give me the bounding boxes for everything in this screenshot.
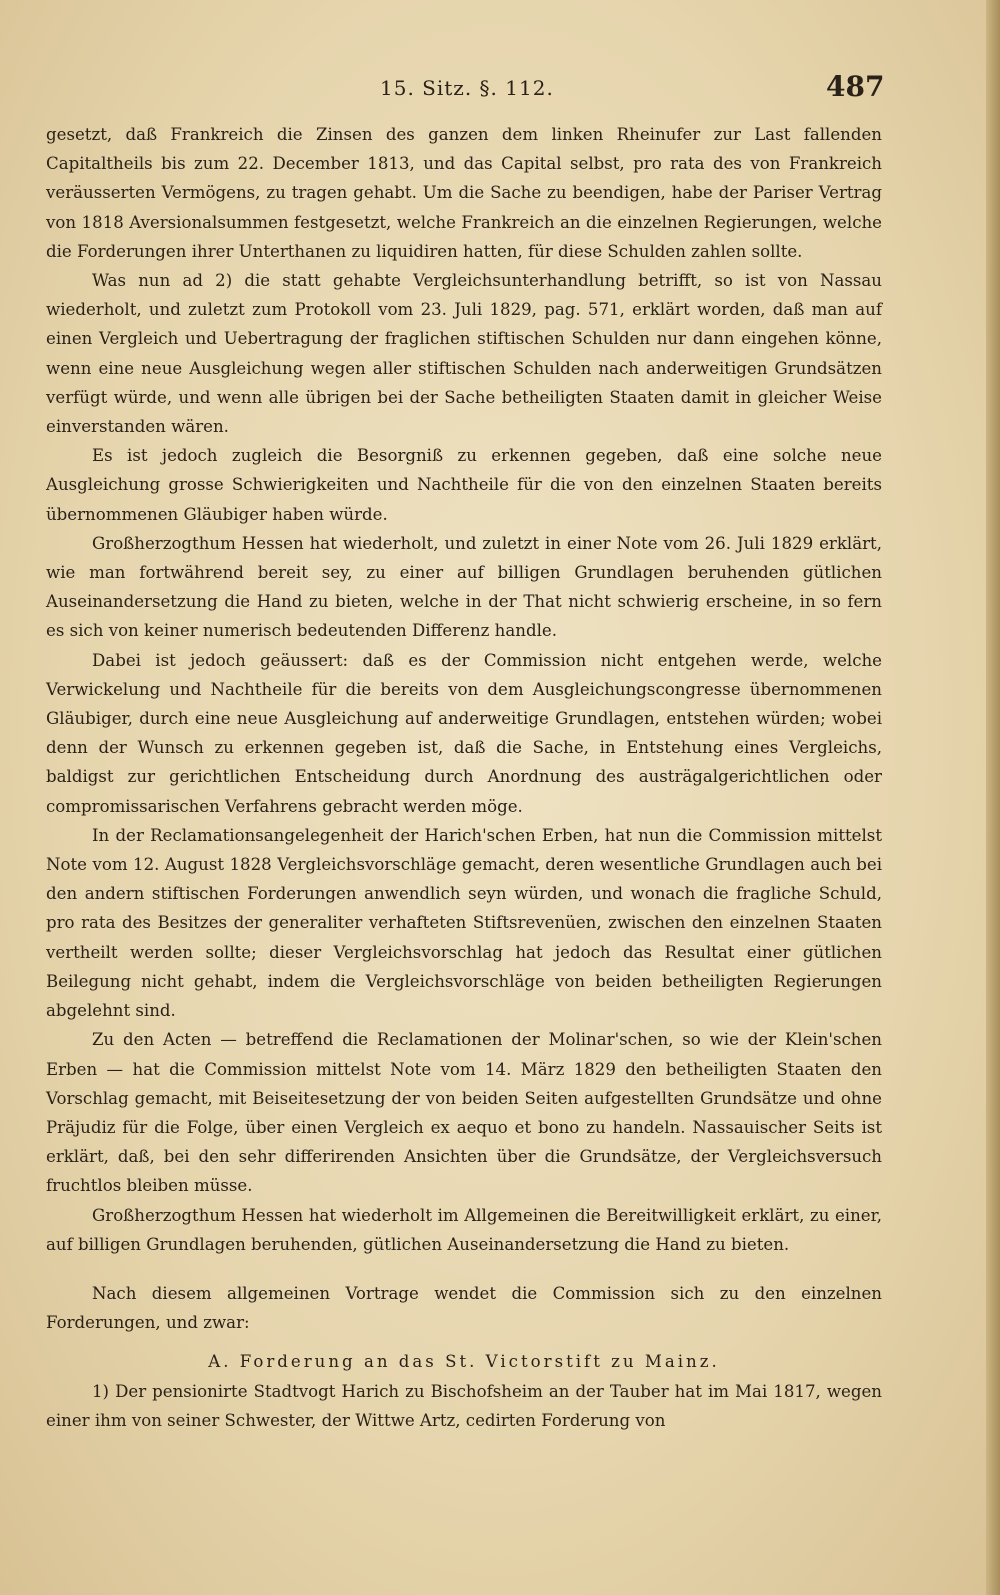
paragraph-4: Großherzogthum Hessen hat wiederholt, und zuletzt in einer Note vom 26. Juli 1829 erklärt, wie man fortwährend bereit sey, zu einer auf billigen Grundlagen beruhenden gütlichen Auseinandersetzung die Hand zu bieten, welche in der That nicht schwierig erscheine, in so fern es sich von keiner numerisch bedeutenden Differenz handle. xyxy=(46,533,882,641)
page-header xyxy=(0,70,1000,108)
page-number: 487 xyxy=(826,70,885,103)
paragraph-6: In der Reclamationsangelegenheit der Harich'schen Erben, hat nun die Commission mittelst Note vom 12. August 1828 Vergleichsvorschläge gemacht, deren wesentliche Grundlagen auch bei den andern stiftischen Forderungen anwendlich seyn würden, und wonach die fragliche Schuld, pro rata des Besitzes der generaliter verhafteten Stiftsrevenüen, zwischen den einzelnen Staaten vertheilt werden sollte; dieser Vergleichsvorschlag hat jedoch das Resultat einer gütlichen Beilegung nicht gehabt, indem die Vergleichsvorschläge von beiden betheiligten Regierungen abgelehnt sind. xyxy=(46,825,882,1021)
paragraph-9: Nach diesem allgemeinen Vortrage wendet die Commission sich zu den einzelnen Forderungen, und zwar: xyxy=(46,1283,882,1333)
paragraph-3: Es ist jedoch zugleich die Besorgniß zu erkennen gegeben, daß eine solche neue Ausgleichung grosse Schwierigkeiten und Nachtheile für die von den einzelnen Staaten bereits übernommenen Gläubiger haben würde. xyxy=(46,446,882,524)
page-body xyxy=(46,120,882,1435)
paragraph-10: 1) Der pensionirte Stadtvogt Harich zu Bischofsheim an der Tauber hat im Mai 1817, wegen einer ihm von seiner Schwester, der Wittwe Artz, cedirten Forderung von xyxy=(46,1381,882,1430)
section-heading: A. Forderung an das St. Victorstift zu Mainz. xyxy=(208,1352,720,1372)
paragraph-7: Zu den Acten — betreffend die Reclamationen der Molinar'schen, so wie der Klein'schen Erben — hat die Commission mittelst Note vom 14. März 1829 den betheiligten Staaten den Vorschlag gemacht, mit Beiseitesetzung der von beiden Seiten aufgestellten Grundsätze und ohne Präjudiz für die Folge, über einen Vergleich ex aequo et bono zu handeln. Nassauischer Seits ist erklärt, daß, bei den sehr differirenden Ansichten über die Grundsätze, der Vergleichsversuch fruchtlos bleiben müsse. xyxy=(46,1030,882,1196)
running-head: 15. Sitz. §. 112. xyxy=(380,76,554,100)
paragraph-2: Was nun ad 2) die statt gehabte Vergleichsunterhandlung betrifft, so ist von Nassau wiederholt, und zuletzt zum Protokoll vom 23. Juli 1829, pag. 571, erklärt worden, daß man auf einen Vergleich und Uebertragung der fraglichen stiftischen Schulden nur dann eingehen könne, wenn eine neue Ausgleichung wegen aller stiftischen Schulden nach anderweitigen Grundsätzen verfügt würde, und wenn alle übrigen bei der Sache betheiligten Staaten damit in gleicher Weise einverstanden wären. xyxy=(46,271,882,437)
paragraph-1: gesetzt, daß Frankreich die Zinsen des ganzen dem linken Rheinufer zur Last fallenden Capitaltheils bis zum 22. December 1813, und das Capital selbst, pro rata des von Frankreich veräusserten Vermögens, zu tragen gehabt. Um die Sache zu beendigen, habe der Pariser Vertrag von 1818 Aversionalsummen festgesetzt, welche Frankreich an die einzelnen Regierungen, welche die Forderungen ihrer Unterthanen zu liquidiren hatten, für diese Schulden zahlen sollte. xyxy=(46,125,882,261)
paragraph-8: Großherzogthum Hessen hat wiederholt im Allgemeinen die Bereitwilligkeit erklärt, zu einer, auf billigen Grundlagen beruhenden, gütlichen Auseinandersetzung die Hand zu bieten. xyxy=(46,1205,882,1254)
paragraph-5: Dabei ist jedoch geäussert: daß es der Commission nicht entgehen werde, welche Verwickelung und Nachtheile für die bereits von dem Ausgleichungscongresse übernommenen Gläubiger, durch eine neue Ausgleichung auf anderweitige Grundlagen, entstehen würden; wobei denn der Wunsch zu erkennen gegeben ist, daß die Sache, in Entstehung eines Vergleichs, baldigst zur gerichtlichen Entscheidung durch Anordnung des austrägalgerichtlichen oder compromissarischen Verfahrens gebracht werden möge. xyxy=(46,650,882,816)
page-edge-shadow xyxy=(986,0,1000,1595)
